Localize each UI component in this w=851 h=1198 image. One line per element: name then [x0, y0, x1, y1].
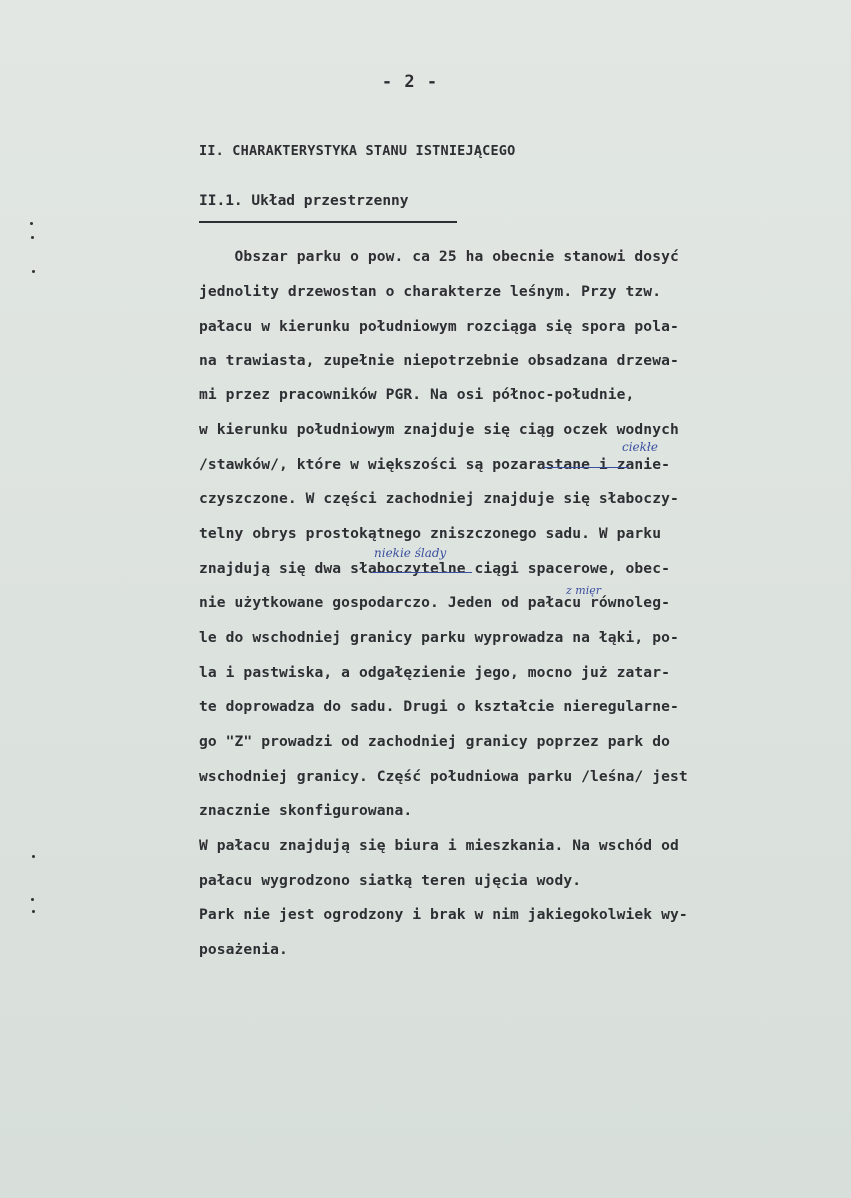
body-line: W pałacu znajdują się biura i mieszkania. Na wschód od: [199, 837, 679, 854]
handwritten-strikethrough: [372, 572, 472, 573]
margin-mark: [31, 236, 34, 239]
page-number: - 2 -: [381, 72, 439, 92]
body-line: znacznie skonfigurowana.: [199, 802, 413, 819]
body-line: te doprowadza do sadu. Drugi o kształcie nieregularne-: [199, 698, 679, 715]
margin-mark: [30, 222, 33, 225]
body-line: nie użytkowane gospodarczo. Jeden od pałacu równoleg-: [199, 594, 670, 611]
body-line: czyszczone. W części zachodniej znajduje się słaboczy-: [199, 490, 679, 507]
body-line: na trawiasta, zupełnie niepotrzebnie obsadzana drzewa-: [199, 352, 679, 369]
handwritten-annotation: z mięr: [566, 584, 602, 597]
body-line: le do wschodniej granicy parku wyprowadza na łąki, po-: [199, 629, 679, 646]
handwritten-strikethrough: [543, 467, 629, 468]
body-line: Obszar parku o pow. ca 25 ha obecnie stanowi dosyć: [199, 248, 679, 265]
subheading-underline: [199, 221, 457, 223]
body-line: jednolity drzewostan o charakterze leśnym. Przy tzw.: [199, 283, 662, 300]
section-heading: II. CHARAKTERYSTYKA STANU ISTNIEJĄCEGO: [199, 143, 516, 159]
body-line: w kierunku południowym znajduje się ciąg oczek wodnych: [199, 421, 679, 438]
subsection-heading: II.1. Układ przestrzenny: [199, 193, 409, 209]
body-line: pałacu wygrodzono siatką teren ujęcia wody.: [199, 872, 582, 889]
body-line: /stawków/, które w większości są pozarastane i zanie-: [199, 456, 670, 473]
margin-mark: [32, 910, 35, 913]
body-line: pałacu w kierunku południowym rozciąga się spora pola-: [199, 318, 679, 335]
margin-mark: [32, 270, 35, 273]
handwritten-annotation: ciekłe: [622, 440, 658, 454]
body-line: Park nie jest ogrodzony i brak w nim jakiegokolwiek wy-: [199, 906, 688, 923]
body-line: telny obrys prostokątnego zniszczonego sadu. W parku: [199, 525, 662, 542]
body-line: znajdują się dwa słaboczytelne ciągi spacerowe, obec-: [199, 560, 670, 577]
margin-mark: [32, 855, 35, 858]
body-line: la i pastwiska, a odgałęzienie jego, mocno już zatar-: [199, 664, 670, 681]
handwritten-annotation: niekie ślady: [374, 546, 447, 560]
body-line: mi przez pracowników PGR. Na osi północ-południe,: [199, 386, 635, 403]
body-line: go "Z" prowadzi od zachodniej granicy poprzez park do: [199, 733, 670, 750]
margin-mark: [31, 898, 34, 901]
body-line: posażenia.: [199, 941, 288, 958]
body-line: wschodniej granicy. Część południowa parku /leśna/ jest: [199, 768, 688, 785]
